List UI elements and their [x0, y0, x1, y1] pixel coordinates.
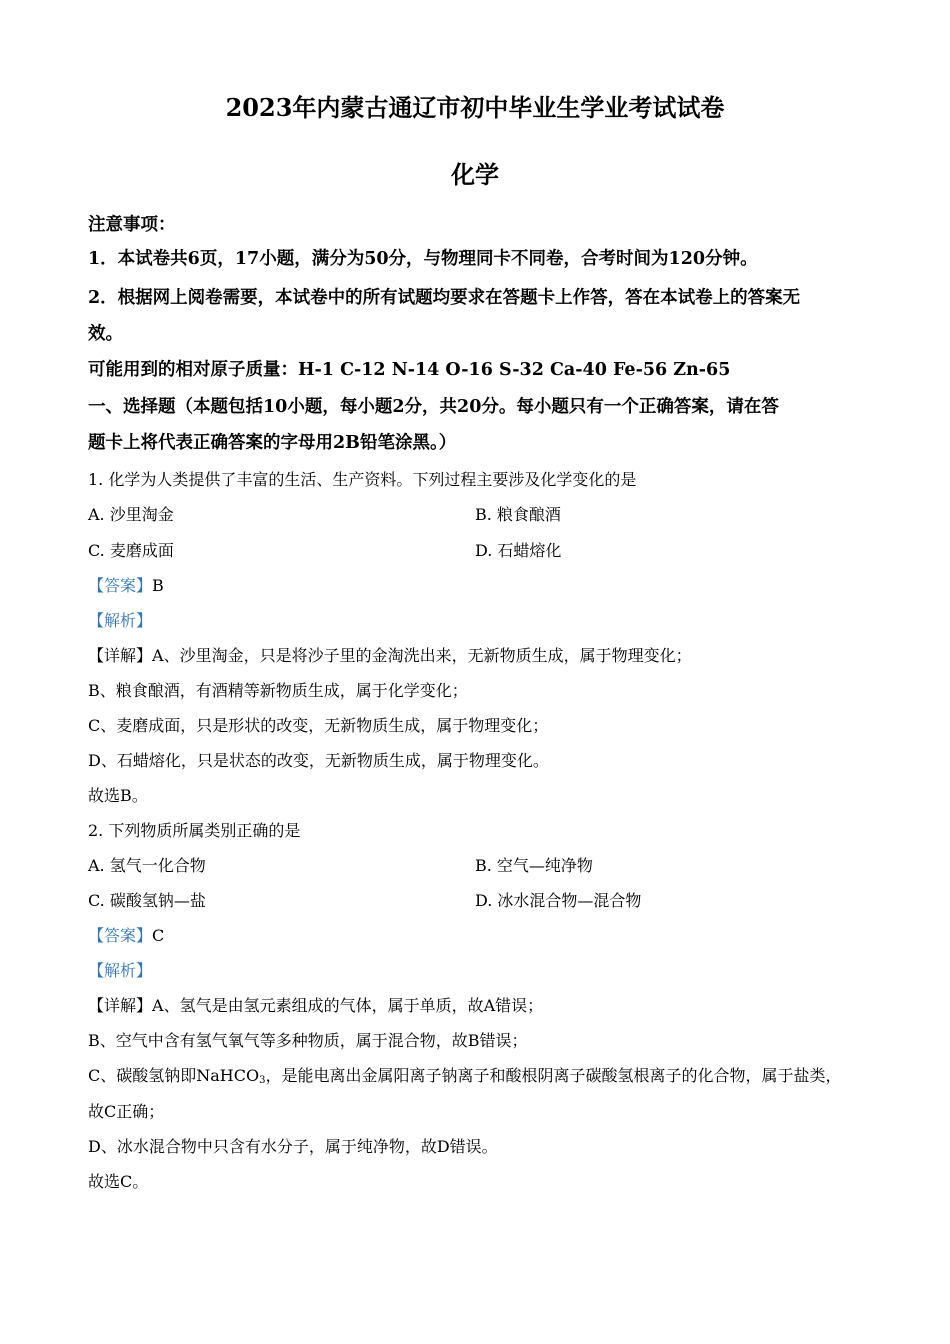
q2-analysis-tag: 【解析】: [88, 961, 153, 980]
q1-detail-a-text: A、沙里淘金，只是将沙子里的金淘洗出来，无新物质生成，属于物理变化；: [152, 646, 692, 665]
notes-item-2-line-1: 2．根据网上阅卷需要，本试卷中的所有试题均要求在答题卡上作答，答在本试卷上的答案无: [88, 288, 801, 308]
q2-detail-c: [88, 1063, 842, 1086]
q1-detail-d: D、石蜡熔化，只是状态的改变，无新物质生成，属于物理变化。: [88, 751, 549, 770]
exam-title: 2023年内蒙古通辽市初中毕业生学业考试试卷: [225, 93, 725, 122]
detail-tag: 【详解】: [88, 646, 153, 665]
q1-option-b: B. 粮食酿酒: [475, 505, 561, 524]
q2-detail-d: D、冰水混合物中只含有水分子，属于纯净物，故D错误。: [88, 1137, 498, 1156]
q1-detail-a: [88, 643, 692, 666]
q2-stem: 2. 下列物质所属类别正确的是: [88, 821, 301, 840]
q2-detail-c-line-2: 故C正确；: [88, 1102, 165, 1121]
q2-detail-c-pre: C、碳酸氢钠即NaHCO: [88, 1066, 260, 1085]
q1-stem: 1. 化学为人类提供了丰富的生活、生产资料。下列过程主要涉及化学变化的是: [88, 470, 637, 489]
q2-detail-c-post: ，是能电离出金属阳离子钠离子和酸根阴离子碳酸氢根离子的化合物，属于盐类，: [265, 1066, 842, 1085]
q1-conclusion: 故选B。: [88, 786, 148, 805]
q1-option-d: D. 石蜡熔化: [475, 541, 562, 560]
answer-tag: 【答案】: [88, 576, 153, 595]
q1-analysis-tag: 【解析】: [88, 611, 153, 630]
q1-option-c: C. 麦磨成面: [88, 541, 174, 560]
section-1-heading-line-1: 一、选择题（本题包括10小题，每小题2分，共20分。每小题只有一个正确答案，请在答: [88, 397, 779, 417]
q1-answer-value: B: [152, 576, 164, 595]
q1-option-a: A. 沙里淘金: [88, 505, 174, 524]
q2-option-d: D. 冰水混合物—混合物: [475, 891, 642, 910]
notes-item-2-line-2: 效。: [88, 324, 123, 344]
q2-option-c: C. 碳酸氢钠—盐: [88, 891, 206, 910]
atomic-masses: 可能用到的相对原子质量：H-1 C-12 N-14 O-16 S-32 Ca-40 Fe-56 Zn-65: [88, 360, 731, 380]
notes-heading: 注意事项：: [88, 215, 176, 235]
q2-answer-value: C: [152, 926, 165, 945]
q2-answer: [88, 923, 164, 946]
q1-detail-c: C、麦磨成面，只是形状的改变，无新物质生成，属于物理变化；: [88, 716, 549, 735]
section-1-heading-line-2: 题卡上将代表正确答案的字母用2B铅笔涂黑。）: [88, 433, 457, 453]
q2-option-a: A. 氢气一化合物: [88, 856, 206, 875]
q2-conclusion: 故选C。: [88, 1172, 149, 1191]
notes-item-1: 1．本试卷共6页，17小题，满分为50分，与物理同卡不同卷，合考时间为120分钟。: [88, 249, 758, 269]
q2-detail-a: [88, 993, 543, 1016]
detail-tag: 【详解】: [88, 996, 153, 1015]
subject-title: 化学: [451, 160, 499, 189]
q2-detail-b: B、空气中含有氢气氧气等多种物质，属于混合物，故B错误；: [88, 1031, 528, 1050]
q1-answer: [88, 573, 164, 596]
q1-detail-b: B、粮食酿酒，有酒精等新物质生成，属于化学变化；: [88, 681, 468, 700]
q2-option-b: B. 空气—纯净物: [475, 856, 593, 875]
subscript-3: 3: [259, 1075, 266, 1086]
answer-tag: 【答案】: [88, 926, 153, 945]
q2-detail-a-text: A、氢气是由氢元素组成的气体，属于单质，故A错误；: [152, 996, 544, 1015]
